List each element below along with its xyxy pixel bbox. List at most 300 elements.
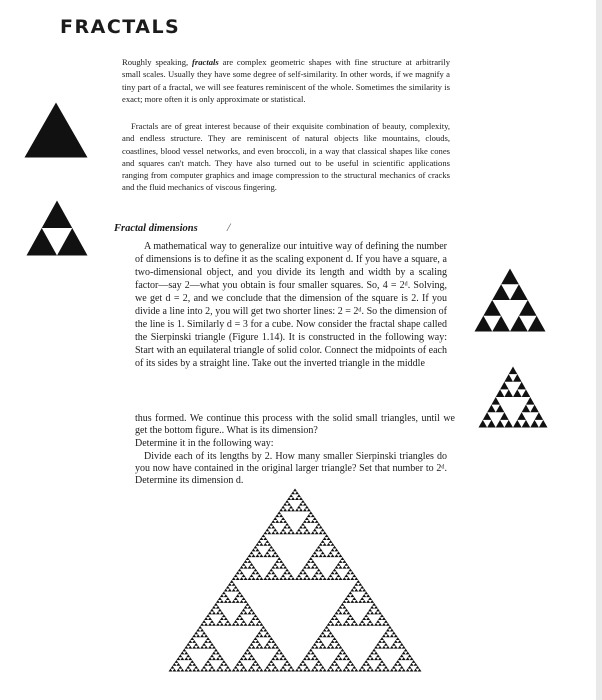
triangle-piece: [240, 663, 244, 666]
triangle-piece: [340, 557, 344, 560]
triangle-piece: [394, 669, 398, 672]
triangle-piece: [386, 623, 390, 626]
triangle-piece: [309, 649, 313, 652]
triangle-piece: [283, 663, 287, 666]
triangle-piece: [202, 643, 206, 646]
triangle-piece: [335, 663, 339, 666]
triangle-piece: [267, 669, 271, 672]
triangle-piece: [335, 549, 339, 552]
triangle-piece: [250, 574, 254, 577]
triangle-piece: [305, 517, 309, 520]
triangle-piece: [198, 626, 202, 629]
triangle-piece: [202, 666, 206, 669]
triangle-piece: [240, 617, 244, 620]
triangle-piece: [253, 614, 257, 617]
triangle-piece: [305, 574, 309, 577]
triangle-piece: [311, 669, 315, 672]
triangle-piece: [338, 606, 342, 609]
triangle-piece: [194, 643, 198, 646]
triangle-piece: [283, 669, 287, 672]
triangle-piece: [350, 571, 354, 574]
triangle-piece: [242, 620, 246, 623]
triangle-piece: [265, 529, 269, 532]
triangle-piece: [226, 620, 230, 623]
triangle-piece: [275, 566, 279, 569]
triangle-piece: [382, 623, 386, 626]
triangle-piece: [208, 640, 212, 643]
triangle-piece: [255, 549, 259, 552]
triangle-piece: [224, 669, 228, 672]
triangle-piece: [319, 571, 323, 574]
triangle-piece: [297, 506, 301, 509]
triangle-piece: [501, 269, 519, 285]
triangle-piece: [315, 566, 319, 569]
triangle-piece: [317, 660, 321, 663]
triangle-piece: [303, 509, 307, 512]
triangle-piece: [194, 666, 198, 669]
triangle-piece: [398, 669, 402, 672]
sierpinski-level-0: [24, 102, 88, 158]
triangle-piece: [240, 577, 244, 580]
triangle-piece: [253, 569, 257, 572]
triangle-piece: [338, 623, 342, 626]
triangle-piece: [208, 657, 212, 660]
triangle-piece: [342, 606, 346, 609]
triangle-piece: [342, 611, 346, 614]
triangle-piece: [182, 649, 186, 652]
triangle-piece: [255, 554, 259, 557]
triangle-piece: [263, 629, 267, 632]
triangle-piece: [382, 663, 386, 666]
triangle-piece: [196, 646, 200, 649]
triangle-piece: [323, 669, 327, 672]
triangle-piece: [410, 669, 414, 672]
triangle-piece: [376, 620, 380, 623]
triangle-piece: [301, 523, 305, 526]
triangle-piece: [244, 669, 248, 672]
triangle-piece: [188, 669, 192, 672]
triangle-piece: [496, 405, 505, 413]
triangle-piece: [303, 520, 307, 523]
triangle-piece: [281, 654, 285, 657]
triangle-piece: [192, 634, 196, 637]
triangle-piece: [311, 514, 315, 517]
triangle-piece: [210, 654, 214, 657]
sierpinski-level-3-shape: [479, 367, 548, 428]
triangle-piece: [240, 611, 244, 614]
triangle-piece: [510, 284, 528, 300]
pencil-mark: /: [227, 220, 231, 234]
triangle-piece: [299, 509, 303, 512]
triangle-piece: [252, 554, 256, 557]
triangle-piece: [275, 577, 279, 580]
triangle-piece: [329, 666, 333, 669]
triangle-piece: [287, 571, 291, 574]
triangle-piece: [180, 657, 184, 660]
triangle-piece: [378, 617, 382, 620]
triangle-piece: [287, 577, 291, 580]
triangle-piece: [250, 563, 254, 566]
triangle-piece: [346, 617, 350, 620]
triangle-piece: [250, 620, 254, 623]
triangle-piece: [248, 606, 252, 609]
triangle-piece: [329, 643, 333, 646]
triangle-piece: [259, 554, 263, 557]
triangle-piece: [192, 646, 196, 649]
triangle-piece: [299, 531, 303, 534]
triangle-piece: [27, 228, 58, 256]
triangle-piece: [372, 649, 376, 652]
triangle-piece: [362, 669, 366, 672]
triangle-piece: [291, 531, 295, 534]
triangle-piece: [384, 643, 388, 646]
triangle-piece: [184, 657, 188, 660]
triangle-piece: [170, 666, 174, 669]
triangle-piece: [335, 554, 339, 557]
triangle-piece: [238, 569, 242, 572]
triangle-piece: [252, 657, 256, 660]
triangle-piece: [311, 651, 315, 654]
triangle-piece: [346, 657, 350, 660]
triangle-piece: [218, 597, 222, 600]
triangle-piece: [307, 509, 311, 512]
triangle-piece: [342, 623, 346, 626]
triangle-piece: [394, 640, 398, 643]
triangle-piece: [242, 574, 246, 577]
triangle-piece: [226, 597, 230, 600]
triangle-piece: [250, 666, 254, 669]
triangle-piece: [253, 660, 257, 663]
triangle-piece: [208, 617, 212, 620]
triangle-piece: [252, 663, 256, 666]
triangle-piece: [297, 666, 301, 669]
triangle-piece: [313, 563, 317, 566]
triangle-piece: [342, 651, 346, 654]
triangle-piece: [281, 506, 285, 509]
triangle-piece: [317, 546, 321, 549]
sierpinski-large-shape: [169, 489, 422, 672]
triangle-piece: [42, 201, 73, 229]
triangle-piece: [378, 640, 382, 643]
triangle-piece: [172, 669, 176, 672]
triangle-piece: [244, 611, 248, 614]
triangle-piece: [267, 571, 271, 574]
triangle-piece: [208, 623, 212, 626]
triangle-piece: [287, 669, 291, 672]
triangle-piece: [344, 654, 348, 657]
triangle-piece: [360, 597, 364, 600]
triangle-piece: [362, 617, 366, 620]
triangle-piece: [305, 666, 309, 669]
fractals-term: fractals: [192, 57, 219, 67]
triangle-piece: [184, 646, 188, 649]
triangle-piece: [396, 637, 400, 640]
triangle-piece: [250, 654, 254, 657]
triangle-piece: [212, 611, 216, 614]
triangle-piece: [315, 571, 319, 574]
body-line-2: Determine it in the following way:: [135, 438, 274, 449]
triangle-piece: [283, 566, 287, 569]
triangle-piece: [188, 640, 192, 643]
triangle-piece: [321, 551, 325, 554]
triangle-piece: [398, 640, 402, 643]
triangle-piece: [240, 571, 244, 574]
triangle-piece: [242, 666, 246, 669]
triangle-piece: [346, 594, 350, 597]
triangle-piece: [398, 646, 402, 649]
triangle-piece: [275, 646, 279, 649]
triangle-piece: [513, 389, 522, 397]
triangle-piece: [362, 600, 366, 603]
triangle-piece: [202, 631, 206, 634]
triangle-piece: [313, 643, 317, 646]
triangle-piece: [315, 646, 319, 649]
sierpinski-level-0-shape: [25, 103, 88, 158]
sierpinski-large: [168, 488, 422, 672]
triangle-piece: [287, 526, 291, 529]
triangle-piece: [398, 657, 402, 660]
triangle-piece: [331, 640, 335, 643]
triangle-piece: [174, 660, 178, 663]
triangle-piece: [192, 663, 196, 666]
triangle-piece: [305, 563, 309, 566]
triangle-piece: [285, 500, 289, 503]
triangle-piece: [271, 531, 275, 534]
triangle-piece: [216, 651, 220, 654]
triangle-piece: [368, 609, 372, 612]
triangle-piece: [305, 529, 309, 532]
triangle-piece: [232, 669, 236, 672]
triangle-piece: [370, 657, 374, 660]
triangle-piece: [234, 586, 238, 589]
triangle-piece: [289, 574, 293, 577]
triangle-piece: [255, 663, 259, 666]
triangle-piece: [204, 640, 208, 643]
triangle-piece: [354, 589, 358, 592]
triangle-piece: [307, 531, 311, 534]
triangle-piece: [295, 491, 299, 494]
triangle-piece: [279, 509, 283, 512]
triangle-piece: [492, 316, 510, 332]
triangle-piece: [337, 563, 341, 566]
triangle-piece: [374, 651, 378, 654]
triangle-piece: [218, 654, 222, 657]
triangle-piece: [246, 557, 250, 560]
triangle-piece: [259, 537, 263, 540]
triangle-piece: [208, 611, 212, 614]
triangle-piece: [186, 643, 190, 646]
triangle-piece: [333, 660, 337, 663]
triangle-piece: [368, 620, 372, 623]
triangle-piece: [265, 574, 269, 577]
triangle-piece: [232, 589, 236, 592]
triangle-piece: [382, 617, 386, 620]
triangle-piece: [366, 617, 370, 620]
triangle-piece: [250, 551, 254, 554]
triangle-piece: [346, 611, 350, 614]
triangle-piece: [350, 577, 354, 580]
triangle-piece: [267, 634, 271, 637]
triangle-piece: [327, 623, 331, 626]
triangle-piece: [238, 614, 242, 617]
triangle-piece: [252, 640, 256, 643]
triangle-piece: [204, 669, 208, 672]
triangle-piece: [303, 663, 307, 666]
triangle-piece: [200, 634, 204, 637]
triangle-piece: [271, 571, 275, 574]
triangle-piece: [232, 623, 236, 626]
triangle-piece: [244, 600, 248, 603]
triangle-piece: [271, 663, 275, 666]
triangle-piece: [263, 634, 267, 637]
triangle-piece: [216, 606, 220, 609]
triangle-piece: [321, 631, 325, 634]
triangle-piece: [321, 574, 325, 577]
triangle-piece: [400, 643, 404, 646]
triangle-piece: [331, 663, 335, 666]
triangle-piece: [392, 666, 396, 669]
triangle-piece: [402, 669, 406, 672]
triangle-piece: [402, 657, 406, 660]
triangle-piece: [234, 666, 238, 669]
triangle-piece: [364, 660, 368, 663]
triangle-piece: [220, 623, 224, 626]
triangle-piece: [354, 577, 358, 580]
triangle-piece: [496, 420, 505, 428]
triangle-piece: [234, 597, 238, 600]
triangle-piece: [526, 397, 535, 405]
triangle-piece: [327, 646, 331, 649]
triangle-piece: [192, 669, 196, 672]
triangle-piece: [335, 611, 339, 614]
triangle-piece: [335, 571, 339, 574]
triangle-piece: [386, 634, 390, 637]
triangle-piece: [271, 520, 275, 523]
triangle-piece: [228, 623, 232, 626]
triangle-piece: [337, 643, 341, 646]
triangle-piece: [368, 597, 372, 600]
triangle-piece: [327, 634, 331, 637]
triangle-piece: [222, 660, 226, 663]
triangle-piece: [338, 646, 342, 649]
triangle-piece: [346, 566, 350, 569]
triangle-piece: [236, 663, 240, 666]
triangle-piece: [311, 646, 315, 649]
triangle-piece: [348, 569, 352, 572]
triangle-piece: [313, 551, 317, 554]
triangle-piece: [338, 566, 342, 569]
triangle-piece: [176, 663, 180, 666]
triangle-piece: [210, 666, 214, 669]
triangle-piece: [378, 657, 382, 660]
triangle-piece: [228, 589, 232, 592]
triangle-piece: [317, 523, 321, 526]
triangle-piece: [344, 574, 348, 577]
triangle-piece: [319, 554, 323, 557]
triangle-piece: [253, 546, 257, 549]
triangle-piece: [196, 669, 200, 672]
triangle-piece: [204, 623, 208, 626]
triangle-piece: [180, 651, 184, 654]
triangle-piece: [267, 663, 271, 666]
intro-after: are complex geometric shapes with fine structure at arbitrarily small scales. Usually they have some degree of self-similarity. In other words, if we magnify a tiny part of a fractal, we will see features reminiscent of the whole. Sometimes the similarity is exact; more often it is only approximate or statistical.: [122, 57, 450, 104]
triangle-piece: [200, 646, 204, 649]
triangle-piece: [255, 571, 259, 574]
triangle-piece: [271, 554, 275, 557]
section-heading: Fractal dimensions: [114, 223, 198, 234]
triangle-piece: [331, 646, 335, 649]
triangle-piece: [226, 666, 230, 669]
triangle-piece: [329, 551, 333, 554]
triangle-piece: [352, 586, 356, 589]
triangle-piece: [303, 566, 307, 569]
triangle-piece: [408, 654, 412, 657]
triangle-piece: [483, 300, 501, 316]
triangle-piece: [224, 589, 228, 592]
triangle-piece: [358, 669, 362, 672]
triangle-piece: [283, 520, 287, 523]
triangle-piece: [186, 654, 190, 657]
triangle-piece: [210, 620, 214, 623]
triangle-piece: [224, 617, 228, 620]
triangle-piece: [321, 643, 325, 646]
sierpinski-level-3: [478, 366, 548, 428]
triangle-piece: [220, 669, 224, 672]
triangle-piece: [244, 623, 248, 626]
triangle-piece: [252, 577, 256, 580]
triangle-piece: [259, 634, 263, 637]
triangle-piece: [323, 543, 327, 546]
triangle-piece: [57, 228, 88, 256]
triangle-piece: [303, 526, 307, 529]
triangle-piece: [333, 637, 337, 640]
triangle-piece: [297, 494, 301, 497]
triangle-piece: [374, 606, 378, 609]
triangle-piece: [238, 660, 242, 663]
triangle-piece: [358, 623, 362, 626]
triangle-piece: [190, 660, 194, 663]
triangle-piece: [390, 646, 394, 649]
triangle-piece: [216, 600, 220, 603]
triangle-piece: [311, 577, 315, 580]
triangle-piece: [303, 657, 307, 660]
triangle-piece: [356, 580, 360, 583]
triangle-piece: [259, 577, 263, 580]
triangle-piece: [303, 571, 307, 574]
triangle-piece: [279, 514, 283, 517]
triangle-piece: [307, 566, 311, 569]
triangle-piece: [210, 643, 214, 646]
triangle-piece: [196, 634, 200, 637]
triangle-piece: [337, 620, 341, 623]
triangle-piece: [244, 566, 248, 569]
triangle-piece: [265, 666, 269, 669]
page-title: FRACTALS: [60, 16, 181, 38]
triangle-piece: [275, 531, 279, 534]
triangle-piece: [307, 669, 311, 672]
triangle-piece: [366, 669, 370, 672]
triangle-piece: [240, 600, 244, 603]
triangle-piece: [352, 574, 356, 577]
triangle-piece: [346, 571, 350, 574]
triangle-piece: [384, 620, 388, 623]
triangle-piece: [370, 606, 374, 609]
triangle-piece: [331, 543, 335, 546]
triangle-piece: [335, 617, 339, 620]
triangle-piece: [530, 420, 539, 428]
triangle-piece: [378, 663, 382, 666]
triangle-piece: [350, 594, 354, 597]
